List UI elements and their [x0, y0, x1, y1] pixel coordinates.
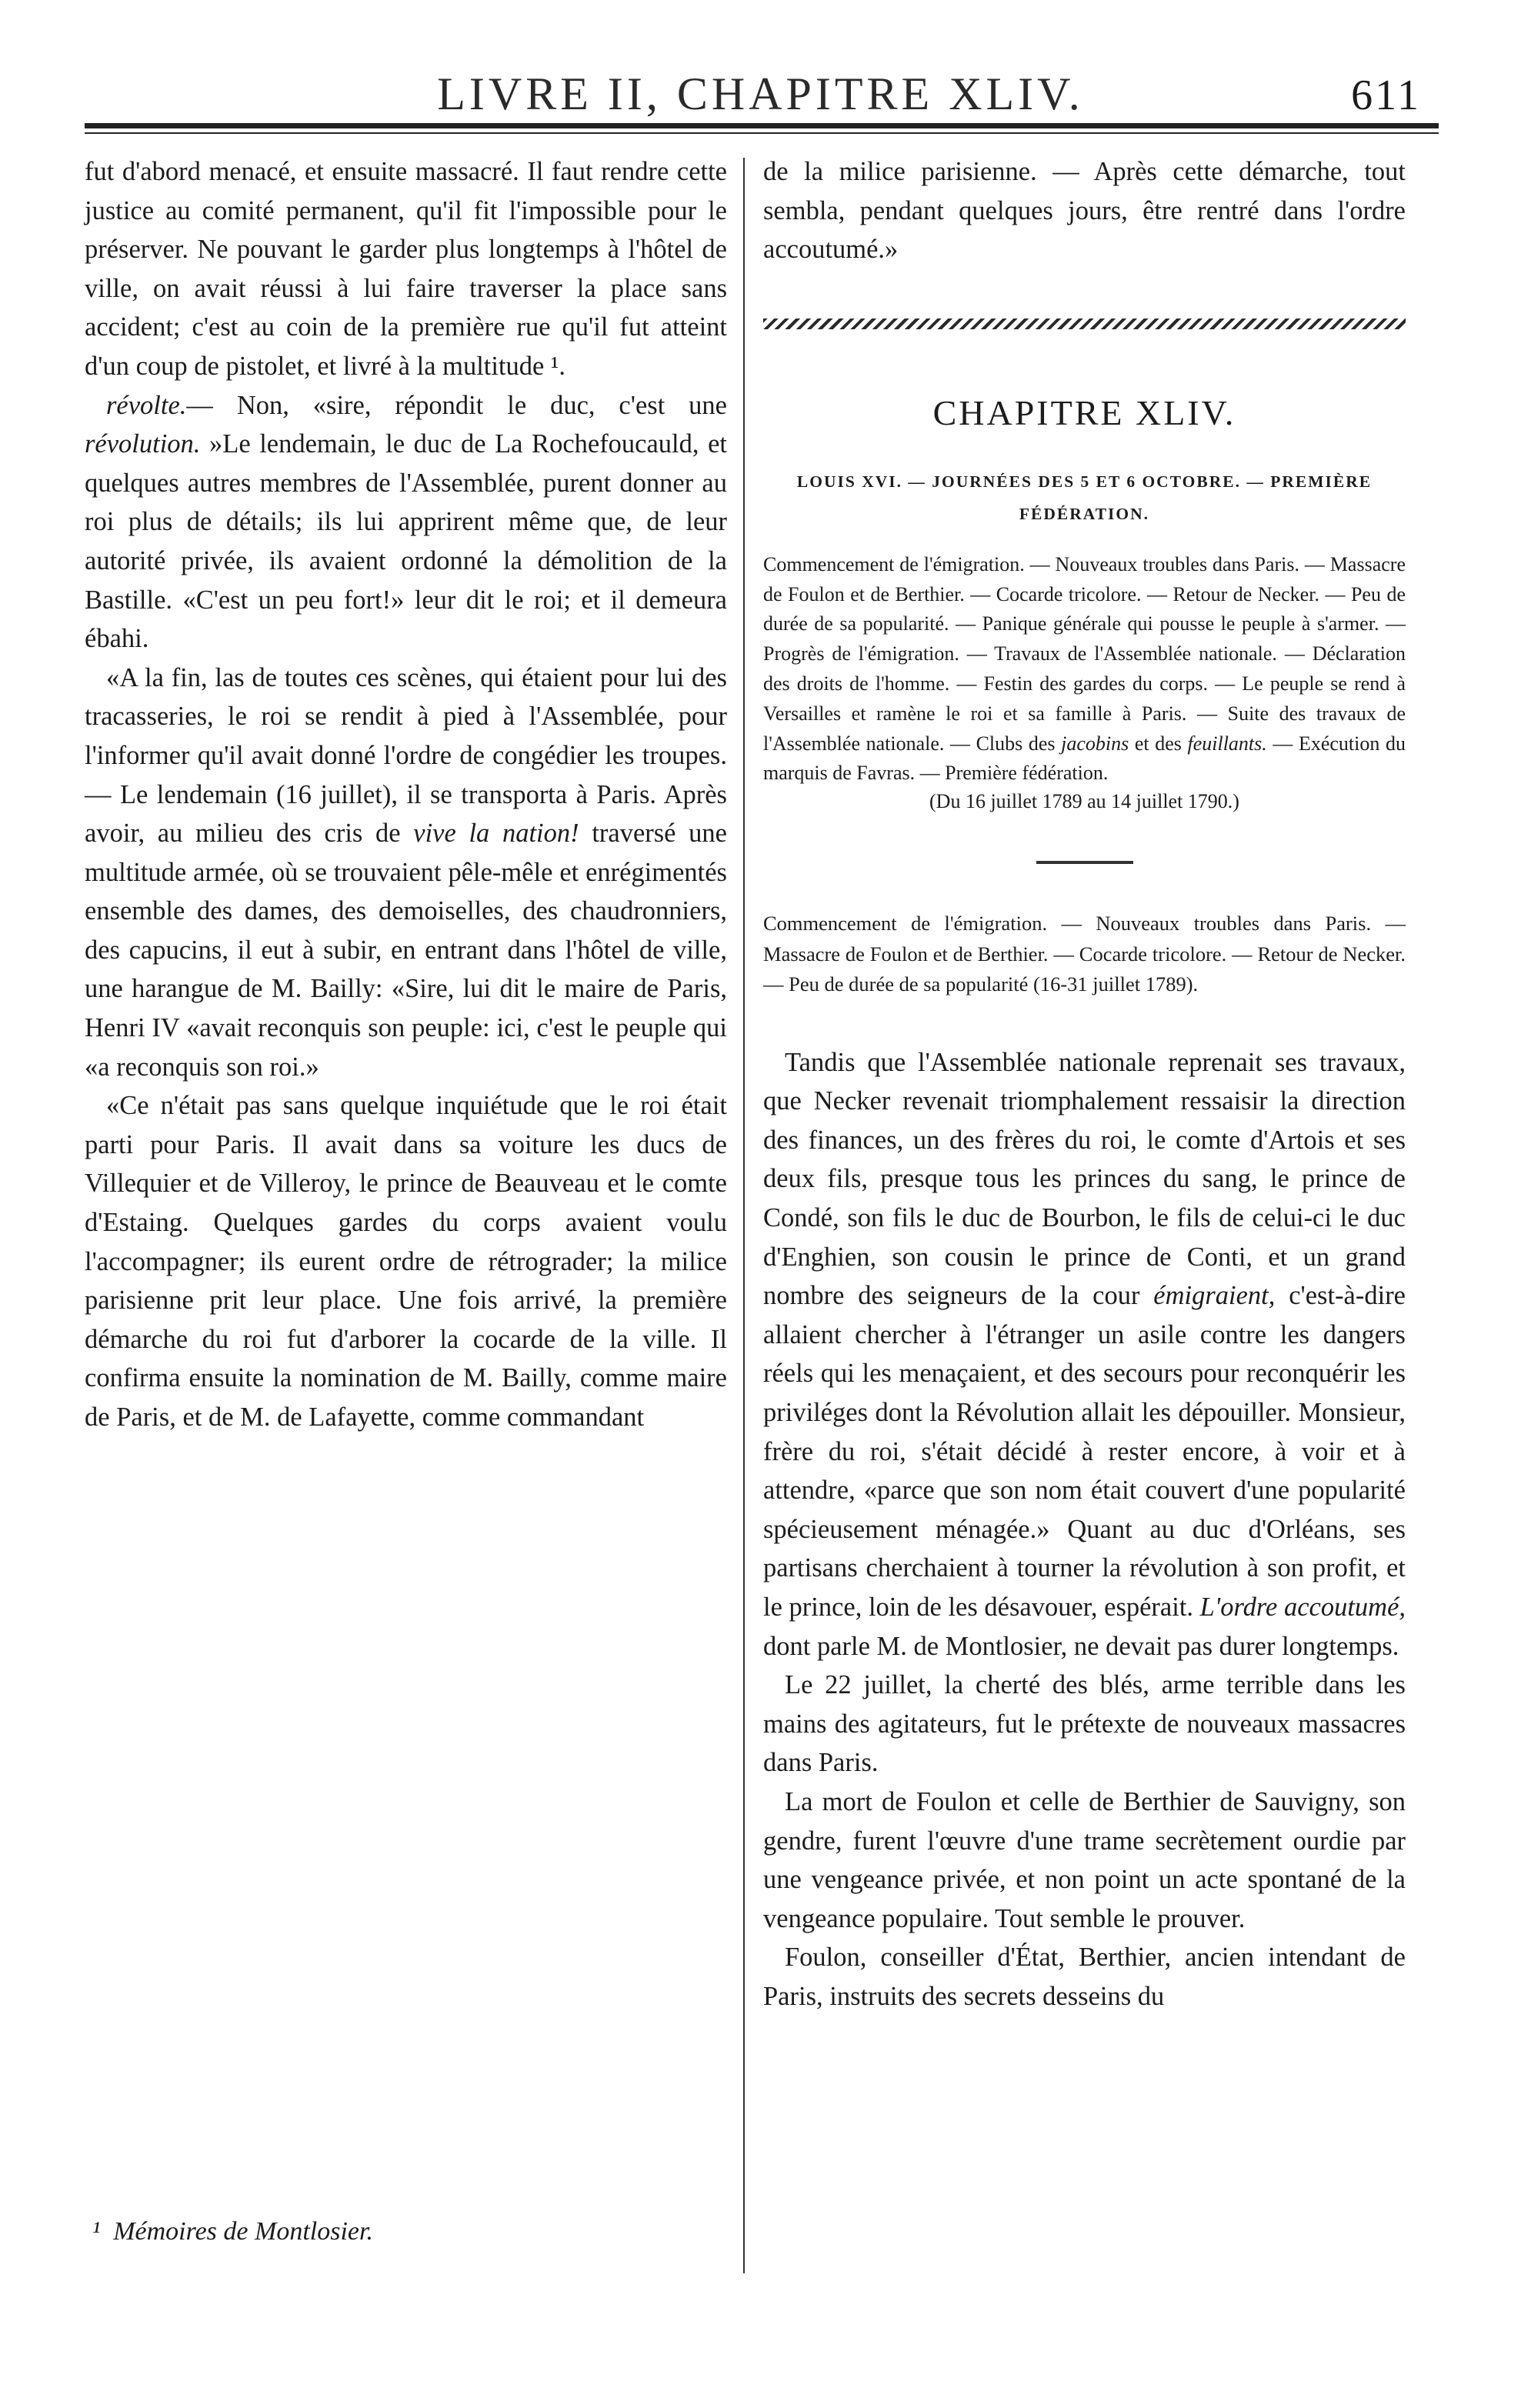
- page-header: [0, 68, 1521, 129]
- footnote-mark: ¹: [92, 2217, 101, 2246]
- paragraph: Foulon, conseiller d'État, Berthier, ancien intendant de Paris, instruits des secrets desseins du: [763, 1943, 1406, 2011]
- column-divider: [743, 158, 745, 2273]
- paragraph: révolte.— Non, «sire, répondit le duc, c'est une révolution. »Le lendemain, le duc de La Rochefoucauld, et quelques autres membres de l'Assemblée, purent donner au roi plus de détails; ils lui apprirent même que, de leur autorité privée, ils avaient ordonné la démolition de la Bastille. «C'est un peu fort!» leur dit le roi; et il demeura ébahi.: [85, 390, 727, 654]
- footnote: [92, 2217, 373, 2246]
- section-summary: Commencement de l'émigration. — Nouveaux troubles dans Paris. — Massacre de Foulon et de Berthier. — Cocarde tricolore. — Retour de Necker. — Peu de durée de sa popularité (16-31 juillet 1789).: [763, 912, 1406, 996]
- paragraph: Tandis que l'Assemblée nationale reprenait ses travaux, que Necker revenait triomphalement ressaisir la direction des finances, un des frères du roi, le comte d'Artois et ses deux fils, presque tous les princes du sang, le prince de Condé, son fils le duc de Bourbon, le fils de celui-ci le duc d'Enghien, son cousin le prince de Conti, et un grand nombre des seigneurs de la cour émigraient, c'est-à-dire allaient chercher à l'étranger un asile contre les dangers réels qui les menaçaient, et des secours pour reconquérir les priviléges dont la Révolution allait les dépouiller. Monsieur, frère du roi, s'était décidé à rester encore, à voir et à attendre, «parce que son nom était couvert d'une popularité spécieusement ménagée.» Quant au duc d'Orléans, ses partisans cherchaient à tourner la révolution à son profit, et le prince, loin de les désavouer, espérait. L'ordre accoutumé, dont parle M. de Montlosier, ne devait pas durer longtemps.: [763, 1047, 1406, 1661]
- section-rule: [1036, 861, 1133, 864]
- chapter-subtitle: LOUIS XVI. — JOURNÉES DES 5 ET 6 OCTOBRE. — PREMIÈRE FÉDÉRATION.: [796, 472, 1373, 523]
- chapter-summary: Commencement de l'émigration. — Nouveaux troubles dans Paris. — Massacre de Foulon et de Berthier. — Cocarde tricolore. — Retour de Necker. — Peu de durée de sa popularité. — Panique générale qui pousse le peuple à s'armer. — Progrès de l'émigration. — Travaux de l'Assemblée nationale. — Déclaration des droits de l'homme. — Festin des gardes du corps. — Le peuple se rend à Versailles et ramène le roi et sa famille à Paris. — Suite des travaux de l'Assemblée nationale. — Clubs des jacobins et des feuillants. — Exécution du marquis de Favras. — Première fédération.: [763, 552, 1406, 785]
- page-number: 611: [1351, 72, 1421, 119]
- left-column: [85, 152, 727, 1437]
- paragraph: de la milice parisienne. — Après cette démarche, tout sembla, pendant quelques jours, être rentré dans l'ordre accoutumé.»: [763, 157, 1406, 265]
- paragraph: «Ce n'était pas sans quelque inquiétude que le roi était parti pour Paris. Il avait dans sa voiture les ducs de Villequier et de Villeroy, le prince de Beauveau et le comte d'Estaing. Quelques gardes du corps avaient voulu l'accompagner; ils eurent ordre de rétrograder; la milice parisienne prit leur place. Une fois arrivé, la première démarche du roi fut d'arborer la cocarde de la ville. Il confirma ensuite la nomination de M. Bailly, comme maire de Paris, et de M. de Lafayette, comme commandant: [85, 1091, 727, 1432]
- paragraph: La mort de Foulon et celle de Berthier de Sauvigny, son gendre, furent l'œuvre d'une trame secrètement ourdie par une vengeance privée, et non point un acte spontané de la vengeance populaire. Tout semble le prouver.: [763, 1786, 1406, 1933]
- paragraph: fut d'abord menacé, et ensuite massacré. Il faut rendre cette justice au comité permanent, qu'il fit l'impossible pour le préserver. Ne pouvant le garder plus longtemps à l'hôtel de ville, on avait réussi à lui faire traverser la place sans accident; c'est au coin de la première rue qu'il fut atteint d'un coup de pistolet, et livré à la multitude ¹.: [85, 157, 727, 381]
- ornamental-divider: [763, 319, 1406, 329]
- header-rule-thin: [85, 132, 1439, 134]
- paragraph: Le 22 juillet, la cherté des blés, arme terrible dans les mains des agitateurs, fut le prétexte de nouveaux massacres dans Paris.: [763, 1670, 1406, 1778]
- right-body: [763, 1043, 1406, 2016]
- running-title: LIVRE II, CHAPITRE XLIV.: [437, 68, 1084, 119]
- header-rule-thick: [85, 123, 1439, 128]
- chapter-dates: (Du 16 juillet 1789 au 14 juillet 1790.): [929, 790, 1239, 813]
- paragraph: «A la fin, las de toutes ces scènes, qui étaient pour lui des tracasseries, le roi se rendit à pied à l'Assemblée, pour l'informer qu'il avait donné l'ordre de congédier les troupes. — Le lendemain (16 juillet), il se transporta à Paris. Après avoir, au milieu des cris de vive la nation! traversé une multitude armée, où se trouvaient pêle-mêle et enrégimentés ensemble des dames, des demoiselles, des chaudronniers, des capucins, il eut à subir, en entrant dans l'hôtel de ville, une harangue de M. Bailly: «Sire, lui dit le maire de Paris, Henri IV «avait reconquis son peuple: ici, c'est le peuple qui «a reconquis son roi.»: [85, 662, 727, 1082]
- footnote-text: Mémoires de Montlosier.: [113, 2217, 373, 2246]
- chapter-title: CHAPITRE XLIV.: [932, 392, 1236, 432]
- right-column: [763, 152, 1406, 2016]
